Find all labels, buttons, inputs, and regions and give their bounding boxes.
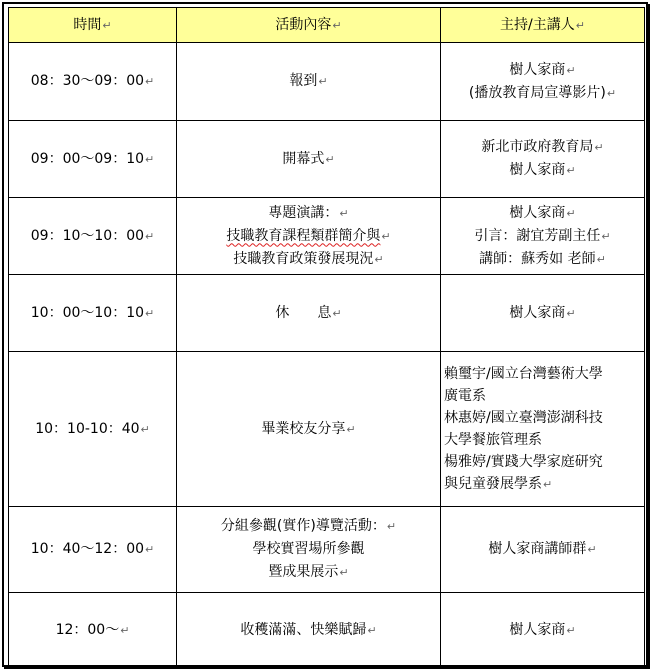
table-row: [9, 198, 645, 275]
paragraph-mark: ↵: [332, 18, 342, 32]
activity-cell: 分組參觀(實作)導覽活動：↵ 學校實習場所參觀 暨成果展示↵: [177, 507, 441, 593]
table-row: [9, 593, 645, 669]
paragraph-mark: ↵: [575, 18, 585, 32]
activity-cell: 開幕式↵: [177, 121, 441, 198]
time-cell: 09：00～09：10↵: [9, 121, 177, 198]
activity-cell: 專題演講：↵ 技職教育課程類群簡介與↵ 技職教育政策發展現況↵: [177, 198, 441, 275]
host-cell: 新北市政府教育局↵ 樹人家商↵: [441, 121, 645, 198]
activity-cell: 畢業校友分享↵: [177, 352, 441, 507]
table-row: [9, 43, 645, 121]
header-row: [9, 8, 645, 43]
table-row: [9, 121, 645, 198]
activity-cell: 休 息↵: [177, 275, 441, 352]
schedule-table: [8, 7, 645, 669]
time-cell: 10：00～10：10↵: [9, 275, 177, 352]
host-cell: 樹人家商↵: [441, 593, 645, 669]
time-cell: 10：10-10：40↵: [9, 352, 177, 507]
table-row: [9, 352, 645, 507]
host-cell: 樹人家商講師群↵: [441, 507, 645, 593]
activity-cell: 報到↵: [177, 43, 441, 121]
table-row: [9, 507, 645, 593]
activity-cell: 收穫滿滿、快樂賦歸↵: [177, 593, 441, 669]
host-cell: 樹人家商↵: [441, 275, 645, 352]
paragraph-mark: ↵: [102, 18, 112, 32]
table-row: [9, 275, 645, 352]
host-cell: 賴璽宇/國立台灣藝術大學 廣電系 林惠婷/國立臺灣澎湖科技 大學餐旅管理系 楊雅婷/實踐大學家庭研究 與兒童發展學系↵: [441, 352, 645, 507]
host-cell: 樹人家商↵ 引言：謝宜芳副主任↵ 講師：蘇秀如 老師↵: [441, 198, 645, 275]
time-cell: 10：40～12：00↵: [9, 507, 177, 593]
time-cell: 08：30～09：00↵: [9, 43, 177, 121]
header-activity: 活動內容↵: [177, 8, 441, 43]
host-cell: 樹人家商↵ (播放教育局宣導影片)↵: [441, 43, 645, 121]
time-cell: 12：00～↵: [9, 593, 177, 669]
header-time: 時間↵: [9, 8, 177, 43]
header-host: 主持/主講人↵: [441, 8, 645, 43]
time-cell: 09：10～10：00↵: [9, 198, 177, 275]
